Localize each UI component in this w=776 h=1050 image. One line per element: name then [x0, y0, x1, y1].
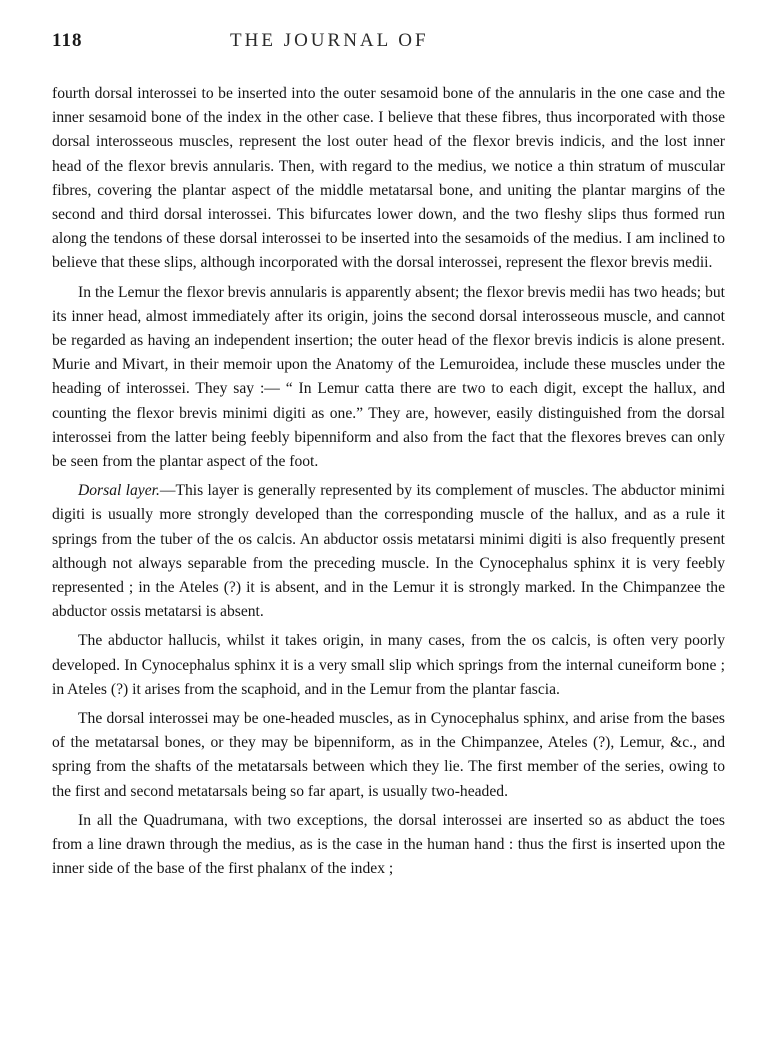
paragraph-2 — [52, 281, 725, 475]
paragraph-6 — [52, 809, 725, 882]
section-lead-dorsal-layer: Dorsal layer. — [78, 482, 160, 500]
running-title: THE JOURNAL OF — [230, 30, 429, 51]
paragraph-5-text: The dorsal interossei may be one-headed muscles, as in Cynocephalus sphinx, and arise from the bases of the metatarsal bones, or they may be bipenniform, as in the Chimpanzee, Ateles (?), Lemur, &c., and spring from the shafts of the metatarsals between which they lie. The first member of the series, owing to the first and second metatarsals being so far apart, is usually two-headed. — [52, 710, 725, 800]
page-number: 118 — [52, 30, 83, 51]
paragraph-2-text: In the Lemur the flexor brevis annularis is apparently absent; the flexor brevis medii has two heads; but its inner head, almost immediately after its origin, joins the second dorsal interosseous muscle, and cannot be regarded as having an independent insertion; the outer head of the flexor brevis indicis is alone present. Murie and Mivart, in their memoir upon the Anatomy of the Lemuroidea, include these muscles under the heading of interossei. They say :— “ In Lemur catta there are two to each digit, except the hallux, and counting the flexor brevis minimi digiti as one.” They are, however, easily distinguished from the dorsal interossei from the latter being feebly bipenniform and also from the fact that the flexores breves can only be seen from the plantar aspect of the foot. — [52, 283, 725, 471]
paragraph-3-text: —This layer is generally represented by its complement of muscles. The abductor minimi digiti is usually more strongly developed than the corresponding muscle of the hallux, and as a rule it springs from the tuber of the os calcis. An abductor ossis metatarsi minimi digiti is also frequently present although not always separable from the preceding muscle. In the Cynocephalus sphinx it is very feebly represented ; in the Ateles (?) it is absent, and in the Lemur it is strongly marked. In the Chimpanzee the abductor ossis metatarsi is absent. — [52, 482, 725, 621]
paragraph-6-text: In all the Quadrumana, with two exceptions, the dorsal interossei are inserted so as abduct the toes from a line drawn through the medius, as is the case in the human hand : thus the first is inserted upon the inner side of the base of the first phalanx of the index ; — [52, 811, 725, 878]
body-text — [52, 82, 725, 887]
paragraph-5 — [52, 707, 725, 804]
paragraph-1 — [52, 82, 725, 276]
paragraph-1-text: fourth dorsal interossei to be inserted into the outer sesamoid bone of the annularis in the one case and the inner sesamoid bone of the index in the other case. I believe that these fibres, thus incorporated with those dorsal interosseous muscles, represent the lost outer head of the flexor brevis indicis, and the lost inner head of the flexor brevis annularis. Then, with regard to the medius, we notice a thin stratum of muscular fibres, covering the plantar aspect of the middle metatarsal bone, and uniting the plantar margins of the second and third dorsal interossei. This bifurcates lower down, and the two fleshy slips thus formed run along the tendons of these dorsal interossei to be inserted into the sesamoids of the medius. I am inclined to believe that these slips, although incorporated with the dorsal interossei, represent the flexor brevis medii. — [52, 85, 725, 272]
paragraph-3 — [52, 479, 725, 624]
paragraph-4-text: The abductor hallucis, whilst it takes origin, in many cases, from the os calcis, is often very poorly developed. In Cynocephalus sphinx it is a very small slip which springs from the internal cuneiform bone ; in Ateles (?) it arises from the scaphoid, and in the Lemur from the plantar fascia. — [52, 632, 725, 698]
paragraph-4 — [52, 629, 725, 702]
page-header — [52, 30, 724, 64]
